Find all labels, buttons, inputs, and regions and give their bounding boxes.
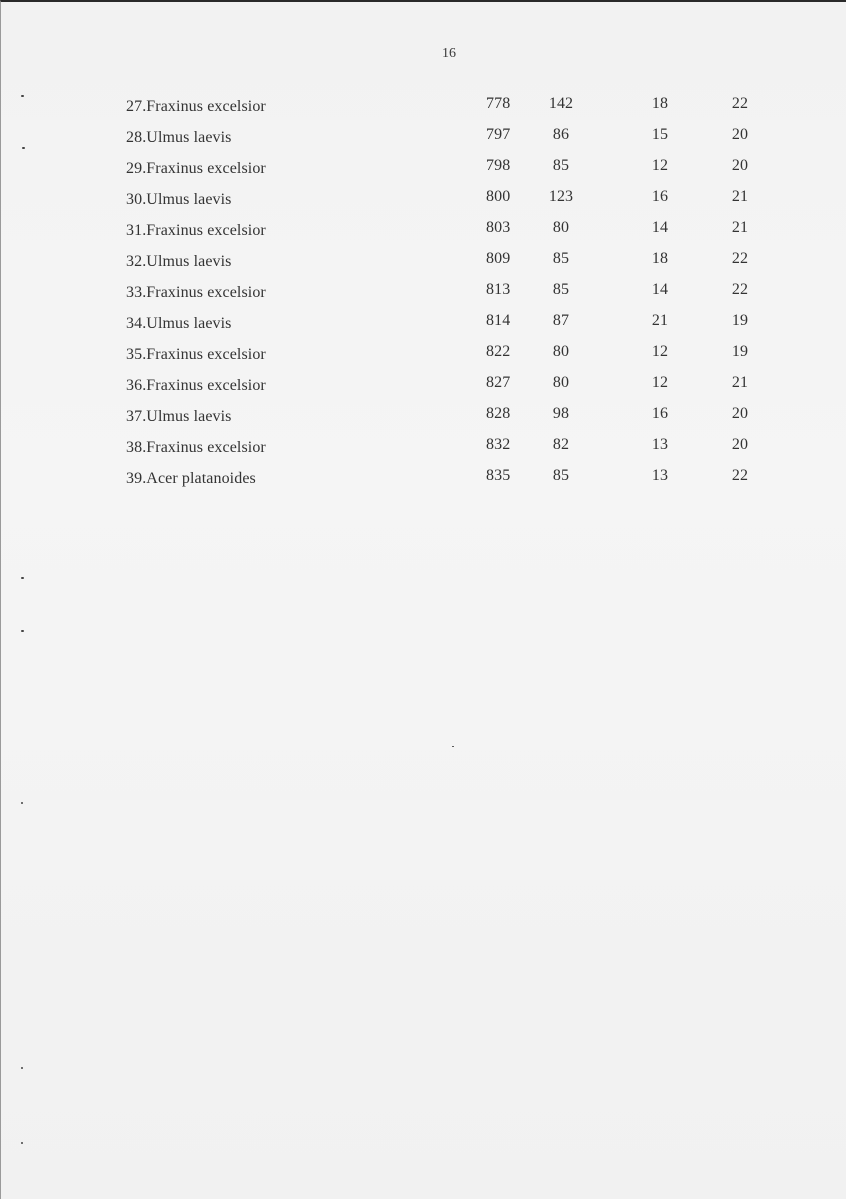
scan-speck	[21, 1142, 23, 1144]
table-row	[1, 219, 846, 250]
value-col-4: 21	[731, 374, 749, 391]
value-col-1: 827	[486, 374, 511, 391]
species-name: 38.Fraxinus excelsior	[126, 439, 266, 456]
value-col-3: 12	[651, 343, 669, 360]
value-col-4: 20	[731, 405, 749, 422]
value-col-3: 18	[651, 250, 669, 267]
table-row	[1, 467, 846, 498]
value-col-3: 13	[651, 467, 669, 484]
species-name: 36.Fraxinus excelsior	[126, 377, 266, 394]
species-name: 28.Ulmus laevis	[126, 129, 232, 146]
value-col-1: 828	[486, 405, 511, 422]
table-row	[1, 95, 846, 126]
value-col-1: 813	[486, 281, 511, 298]
value-col-2: 86	[552, 126, 570, 143]
value-col-3: 14	[651, 281, 669, 298]
value-col-2: 80	[552, 219, 570, 236]
species-name: 39.Acer platanoides	[126, 470, 256, 487]
value-col-2: 98	[552, 405, 570, 422]
value-col-4: 21	[731, 188, 749, 205]
scan-speck	[21, 95, 24, 97]
value-col-2: 82	[552, 436, 570, 453]
table-row	[1, 312, 846, 343]
species-name: 35.Fraxinus excelsior	[126, 346, 266, 363]
scan-speck	[22, 147, 25, 149]
value-col-3: 13	[651, 436, 669, 453]
species-name: 27.Fraxinus excelsior	[126, 98, 266, 115]
value-col-4: 20	[731, 157, 749, 174]
species-name: 34.Ulmus laevis	[126, 315, 232, 332]
value-col-4: 22	[731, 250, 749, 267]
table-row	[1, 250, 846, 281]
value-col-1: 803	[486, 219, 511, 236]
value-col-3: 16	[651, 405, 669, 422]
value-col-1: 809	[486, 250, 511, 267]
table-row	[1, 126, 846, 157]
value-col-1: 822	[486, 343, 511, 360]
table-row	[1, 157, 846, 188]
scan-speck	[21, 802, 23, 804]
value-col-2: 80	[552, 374, 570, 391]
table-row	[1, 405, 846, 436]
value-col-2: 85	[552, 467, 570, 484]
value-col-2: 85	[552, 250, 570, 267]
value-col-2: 87	[552, 312, 570, 329]
scan-speck	[452, 746, 454, 747]
value-col-2: 85	[552, 157, 570, 174]
scan-speck	[21, 577, 24, 579]
species-name: 31.Fraxinus excelsior	[126, 222, 266, 239]
species-name: 32.Ulmus laevis	[126, 253, 232, 270]
value-col-2: 123	[548, 188, 574, 205]
table-row	[1, 436, 846, 467]
value-col-1: 778	[486, 95, 511, 112]
page-number: 16	[442, 46, 456, 61]
scan-speck	[21, 1067, 23, 1069]
table-row	[1, 343, 846, 374]
tree-table	[1, 95, 846, 498]
value-col-3: 21	[651, 312, 669, 329]
value-col-4: 19	[731, 312, 749, 329]
value-col-1: 814	[486, 312, 511, 329]
value-col-4: 22	[731, 95, 749, 112]
value-col-4: 20	[731, 436, 749, 453]
species-name: 29.Fraxinus excelsior	[126, 160, 266, 177]
value-col-1: 797	[486, 126, 511, 143]
value-col-2: 142	[548, 95, 574, 112]
value-col-3: 14	[651, 219, 669, 236]
value-col-3: 12	[651, 157, 669, 174]
value-col-1: 832	[486, 436, 511, 453]
value-col-4: 22	[731, 467, 749, 484]
species-name: 30.Ulmus laevis	[126, 191, 232, 208]
value-col-4: 22	[731, 281, 749, 298]
value-col-3: 12	[651, 374, 669, 391]
value-col-1: 798	[486, 157, 511, 174]
table-row	[1, 188, 846, 219]
value-col-1: 835	[486, 467, 511, 484]
value-col-3: 16	[651, 188, 669, 205]
scan-speck	[21, 630, 24, 632]
species-name: 33.Fraxinus excelsior	[126, 284, 266, 301]
value-col-4: 21	[731, 219, 749, 236]
table-row	[1, 374, 846, 405]
value-col-1: 800	[486, 188, 511, 205]
value-col-3: 18	[651, 95, 669, 112]
species-name: 37.Ulmus laevis	[126, 408, 232, 425]
value-col-4: 20	[731, 126, 749, 143]
value-col-3: 15	[651, 126, 669, 143]
value-col-2: 80	[552, 343, 570, 360]
value-col-2: 85	[552, 281, 570, 298]
table-row	[1, 281, 846, 312]
value-col-4: 19	[731, 343, 749, 360]
